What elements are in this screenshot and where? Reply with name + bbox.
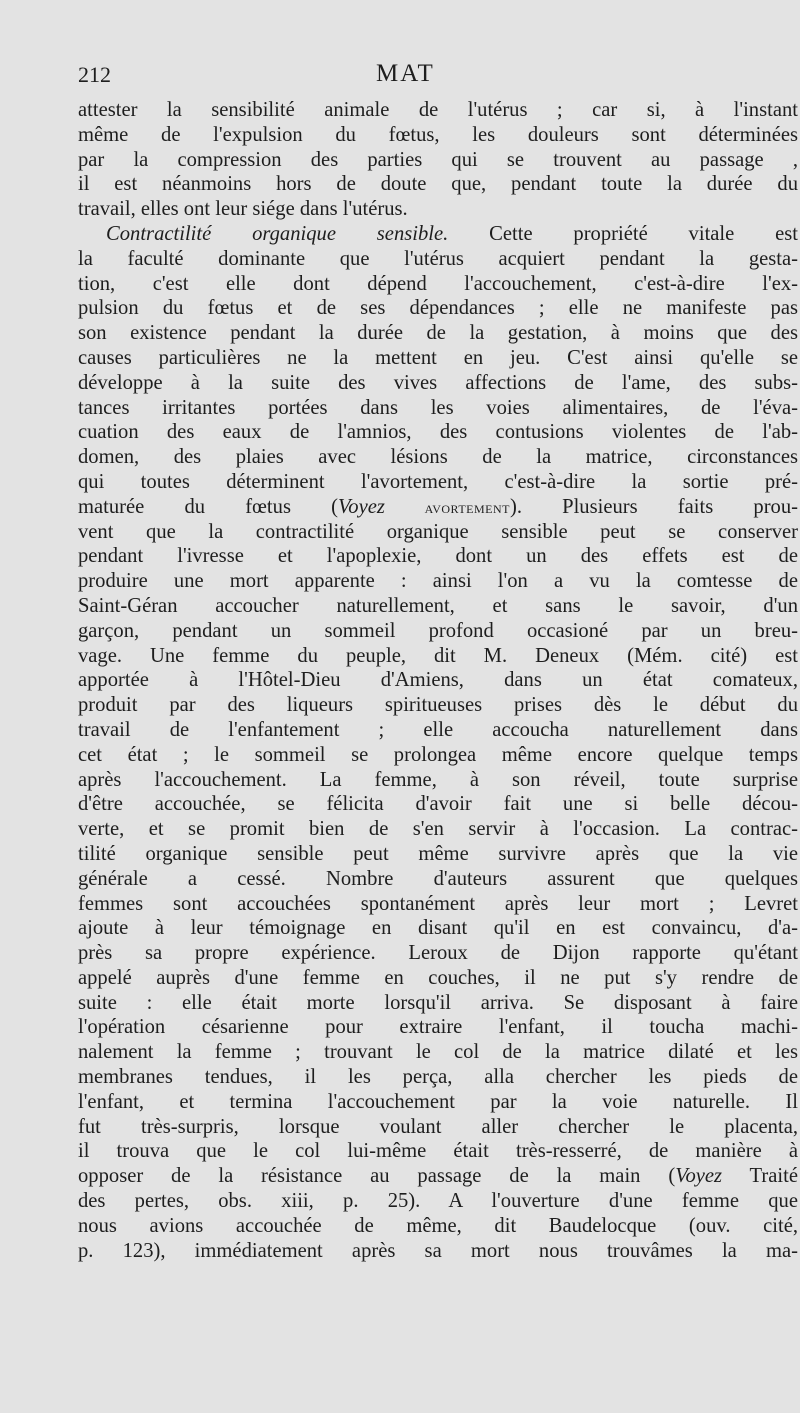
text-run: nalement la femme ; trouvant le col de la matrice dilaté et les (78, 1041, 798, 1064)
text-run: la faculté dominante que l'utérus acquiert pendant la gesta- (78, 247, 798, 270)
body-text (78, 98, 798, 1263)
text-line (78, 1239, 798, 1264)
text-run: l'enfant, et termina l'accouchement par la voie naturelle. Il (78, 1090, 798, 1113)
text-line (78, 172, 798, 197)
text-run: Traité (722, 1165, 798, 1188)
text-run: générale a cessé. Nombre d'auteurs assurent que quelques (78, 867, 798, 890)
text-run: même de l'expulsion du fœtus, les douleurs sont déterminées (78, 123, 798, 146)
text-line (78, 222, 798, 247)
text-line (78, 98, 798, 123)
text-line (78, 842, 798, 867)
text-run: qui toutes déterminent l'avortement, c'est-à-dire la sortie pré- (78, 470, 798, 493)
text-run: avortement (384, 497, 510, 517)
text-line (78, 966, 798, 991)
text-run: p. 123), immédiatement après sa mort nous trouvâmes la ma- (78, 1239, 798, 1262)
text-run: ). Plusieurs faits prou- (509, 495, 799, 518)
text-run: vage. Une femme du peuple, dit M. Deneux (Mém. cité) est (78, 644, 798, 667)
text-run: fut très-surpris, lorsque voulant aller chercher le placenta, (78, 1115, 798, 1138)
text-line (78, 1090, 798, 1115)
text-run: nous avions accouchée de même, dit Baudelocque (ouv. cité, (78, 1214, 798, 1237)
text-line (78, 520, 798, 545)
text-line (78, 296, 798, 321)
text-line (78, 396, 798, 421)
text-line (78, 619, 798, 644)
text-run: apportée à l'Hôtel-Dieu d'Amiens, dans un état comateux, (78, 669, 798, 692)
text-run: Contractilité organique sensible. (106, 222, 449, 245)
text-run: Cette propriété vitale est (448, 222, 798, 245)
text-run: tilité organique sensible peut même survivre après que la vie (78, 842, 798, 865)
text-line (78, 892, 798, 917)
text-run: Voyez (675, 1165, 723, 1188)
text-run: après l'accouchement. La femme, à son réveil, toute surprise (78, 768, 798, 791)
text-run: près sa propre expérience. Leroux de Dijon rapporte qu'étant (78, 942, 798, 965)
text-run: domen, des plaies avec lésions de la matrice, circonstances (78, 446, 798, 469)
text-line (78, 148, 798, 173)
text-line (78, 1189, 798, 1214)
text-line (78, 321, 798, 346)
text-line (78, 123, 798, 148)
text-run: produire une mort apparente : ainsi l'on a vu la comtesse de (78, 570, 798, 593)
text-run: pulsion du fœtus et de ses dépendances ; elle ne manifeste pas (78, 297, 798, 320)
text-run: tances irritantes portées dans les voies alimentaires, de l'éva- (78, 396, 798, 419)
text-line (78, 941, 798, 966)
text-run: appelé auprès d'une femme en couches, il ne put s'y rendre de (78, 966, 798, 989)
text-line (78, 272, 798, 297)
text-run: il est néanmoins hors de doute que, pendant toute la durée du (78, 173, 798, 196)
text-line (78, 817, 798, 842)
text-run: garçon, pendant un sommeil profond occasioné par un breu- (78, 619, 798, 642)
text-line (78, 1065, 798, 1090)
text-line (78, 247, 798, 272)
running-head: MAT (376, 60, 435, 87)
text-line (78, 792, 798, 817)
text-run: l'opération césarienne pour extraire l'enfant, il toucha machi- (78, 1016, 798, 1039)
text-run: produit par des liqueurs spiritueuses prises dès le début du (78, 694, 798, 717)
text-line (78, 743, 798, 768)
text-run: causes particulières ne la mettent en jeu. C'est ainsi qu'elle se (78, 346, 798, 369)
text-line (78, 1115, 798, 1140)
text-run: cet état ; le sommeil se prolongea même encore quelque temps (78, 743, 798, 766)
page-header (78, 62, 776, 96)
text-run: pendant l'ivresse et l'apoplexie, dont un des effets est de (78, 545, 798, 568)
text-run: travail, elles ont leur siége dans l'utérus. (78, 198, 408, 221)
text-line (78, 420, 798, 445)
text-line (78, 768, 798, 793)
text-run: il trouva que le col lui-même était très-resserré, de manière à (78, 1140, 798, 1163)
text-line (78, 371, 798, 396)
text-run: travail de l'enfantement ; elle accoucha naturellement dans (78, 718, 798, 741)
text-run: cuation des eaux de l'amnios, des contusions violentes de l'ab- (78, 421, 798, 444)
text-run: opposer de la résistance au passage de la main ( (78, 1165, 676, 1188)
text-line (78, 470, 798, 495)
text-run: membranes tendues, il les perça, alla chercher les pieds de (78, 1066, 798, 1089)
text-line (78, 445, 798, 470)
text-run: développe à la suite des vives affections de l'ame, des subs- (78, 371, 798, 394)
text-run: Saint-Géran accoucher naturellement, et sans le savoir, d'un (78, 594, 798, 617)
text-line (78, 1164, 798, 1189)
text-line (78, 867, 798, 892)
text-line (78, 1040, 798, 1065)
text-line (78, 718, 798, 743)
text-run: suite : elle était morte lorsqu'il arriva. Se disposant à faire (78, 991, 798, 1014)
text-line (78, 594, 798, 619)
text-line (78, 1214, 798, 1239)
text-run: femmes sont accouchées spontanément après leur mort ; Levret (78, 892, 798, 915)
text-run: son existence pendant la durée de la gestation, à moins que des (78, 322, 798, 345)
text-line (78, 197, 798, 222)
text-run: d'être accouchée, se félicita d'avoir fait une si belle décou- (78, 793, 798, 816)
text-line (78, 693, 798, 718)
text-run: ajoute à leur témoignage en disant qu'il en est convaincu, d'a- (78, 917, 798, 940)
text-run: par la compression des parties qui se trouvent au passage , (78, 148, 798, 171)
text-line (78, 991, 798, 1016)
text-line (78, 569, 798, 594)
text-run: des pertes, obs. xiii, p. 25). A l'ouverture d'une femme que (78, 1190, 798, 1213)
text-run: Voyez (337, 495, 385, 518)
text-line (78, 495, 798, 520)
text-run: vent que la contractilité organique sensible peut se conserver (78, 520, 798, 543)
text-line (78, 916, 798, 941)
text-line (78, 668, 798, 693)
text-run: verte, et se promit bien de s'en servir à l'occasion. La contrac- (78, 818, 798, 841)
page-number: 212 (78, 62, 111, 87)
text-run: attester la sensibilité animale de l'utérus ; car si, à l'instant (78, 99, 798, 121)
text-line (78, 346, 798, 371)
text-line (78, 1139, 798, 1164)
text-line (78, 544, 798, 569)
text-run: tion, c'est elle dont dépend l'accouchement, c'est-à-dire l'ex- (78, 272, 798, 295)
text-line (78, 1015, 798, 1040)
text-run: maturée du fœtus ( (78, 495, 338, 518)
text-line (78, 644, 798, 669)
